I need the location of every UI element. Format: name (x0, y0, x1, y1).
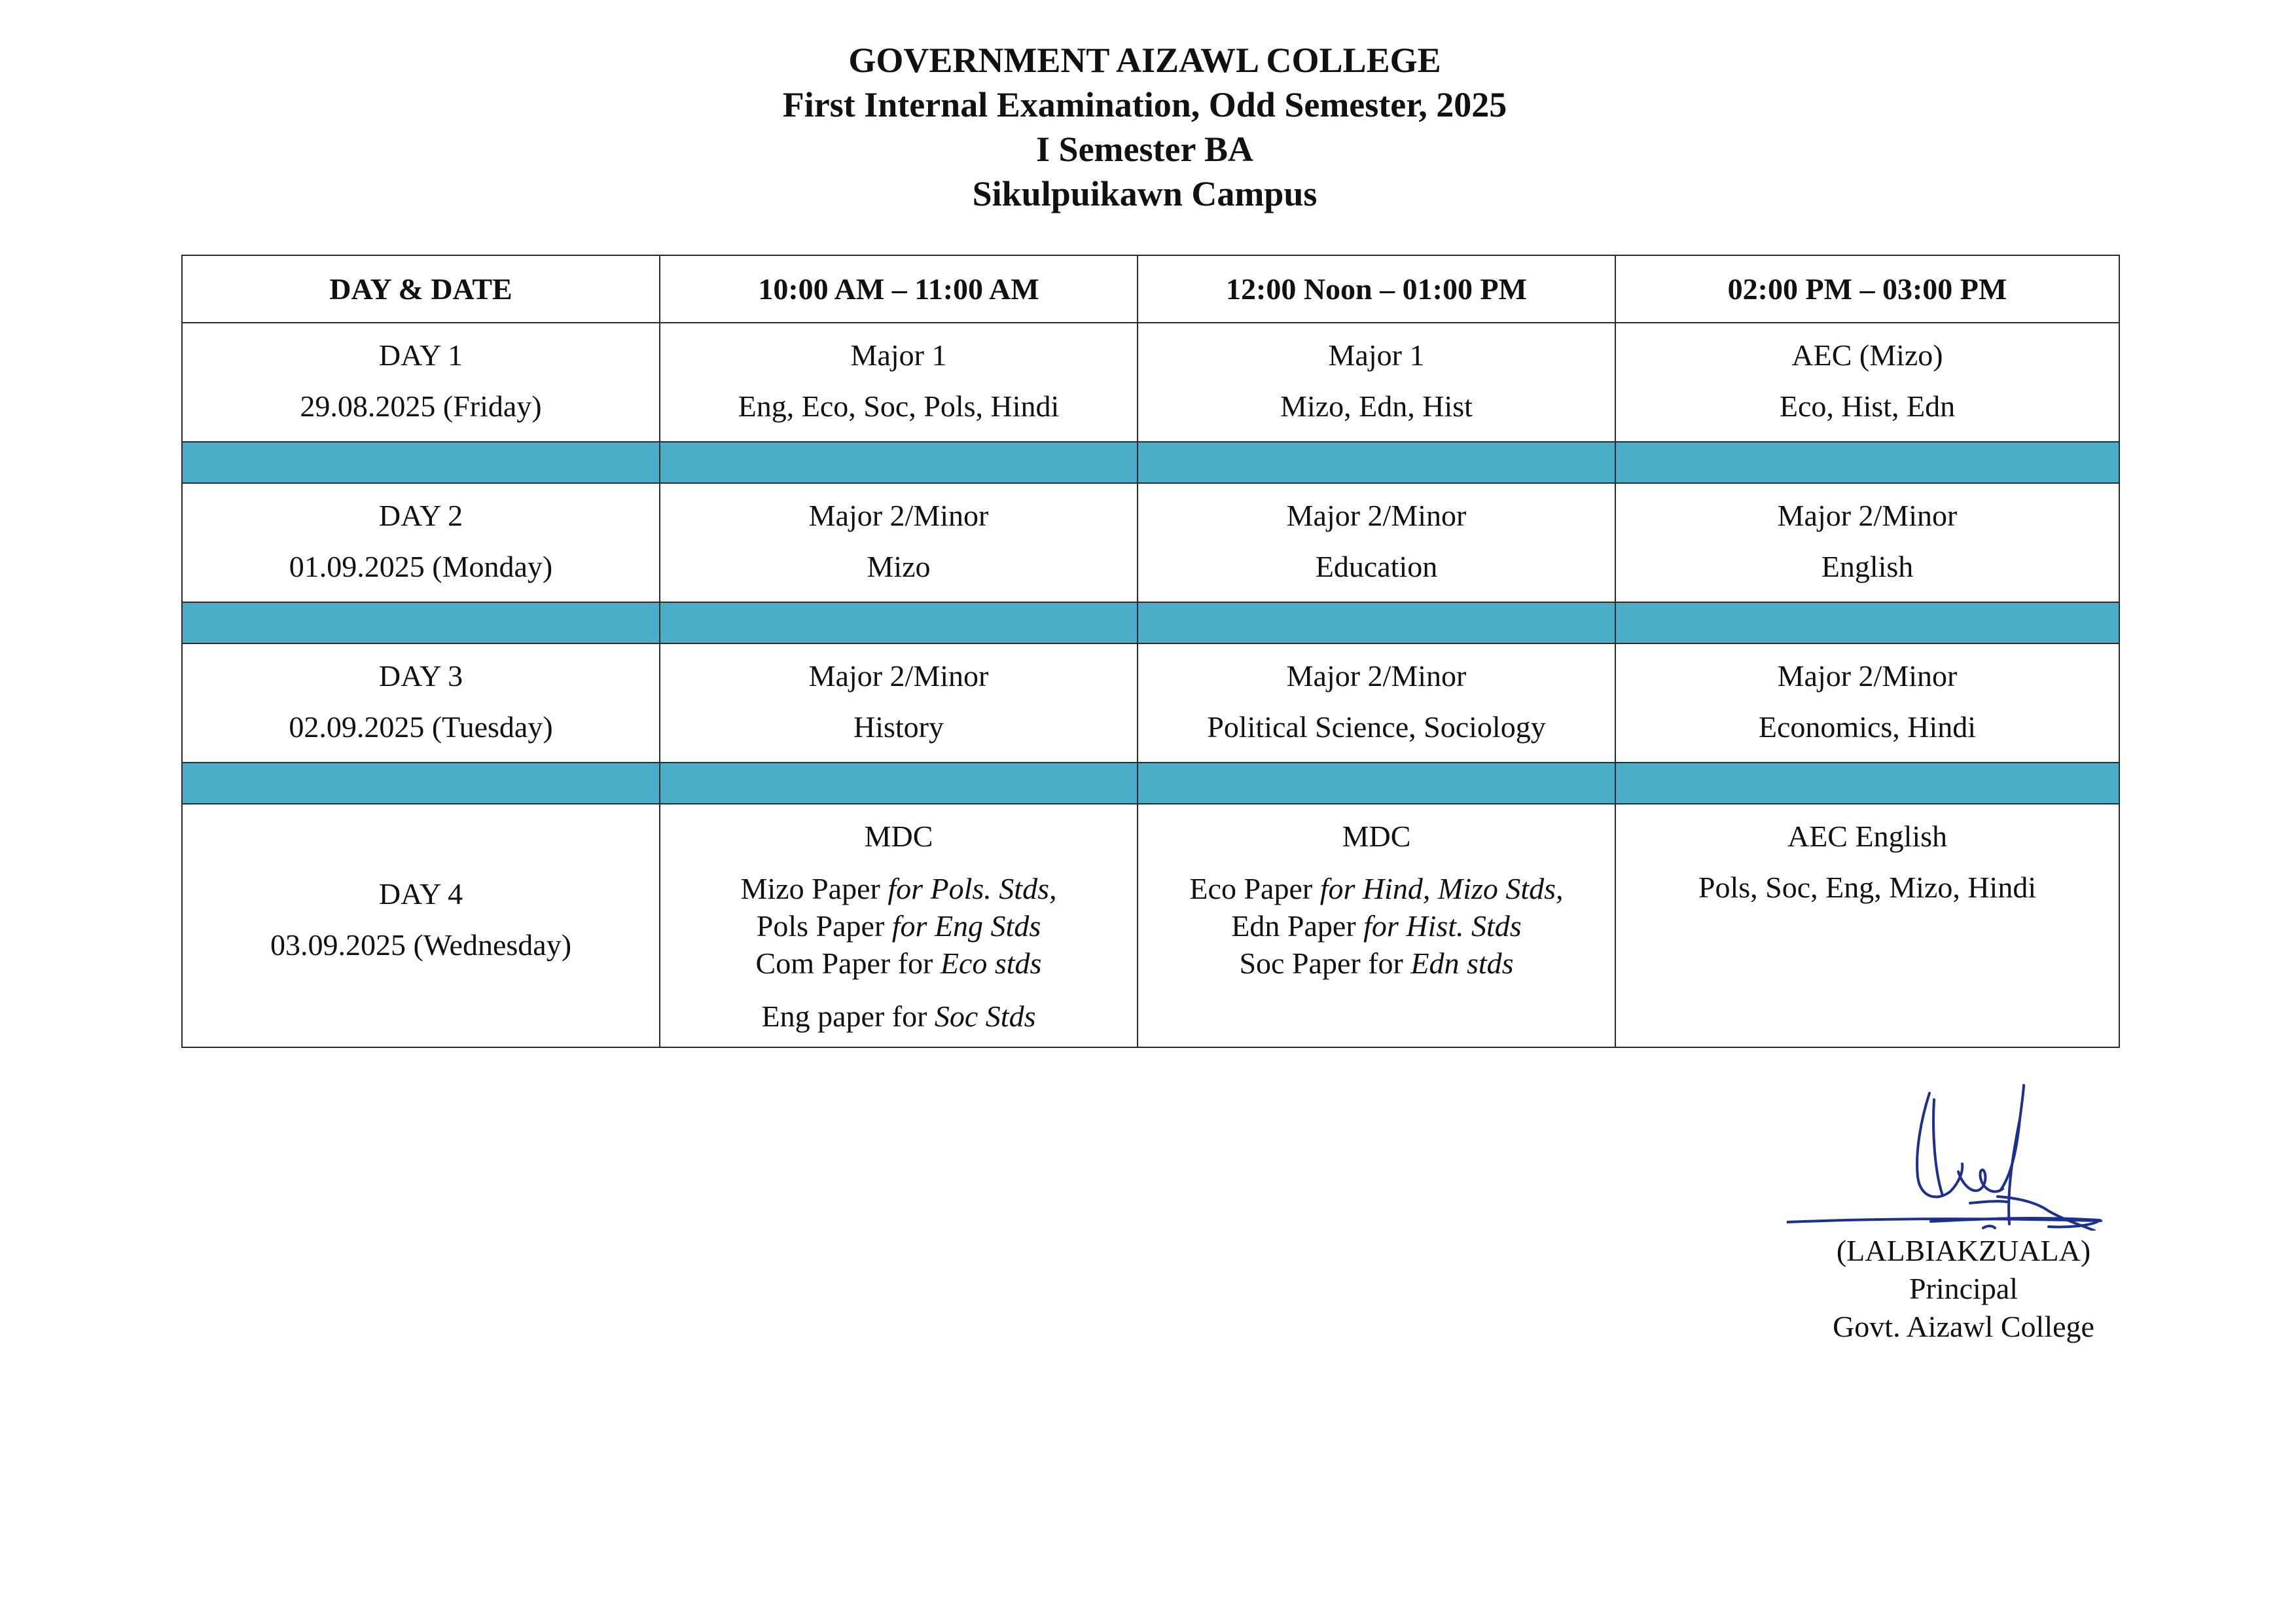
paper-line: Edn Paper for Hist. Stds (1231, 909, 1522, 943)
day-label: DAY 3 (378, 659, 463, 693)
exam-title: First Internal Examination, Odd Semester, 2025 (782, 85, 1507, 124)
separator-row (182, 763, 2119, 804)
table-row-day-1 (182, 323, 2119, 442)
day-date-cell (182, 323, 660, 442)
table-row-day-3 (182, 643, 2119, 763)
paper-subjects: Political Science, Sociology (1207, 710, 1546, 744)
col-header-slot-2: 12:00 Noon – 01:00 PM (1138, 255, 1615, 323)
paper-title: MDC (864, 820, 933, 853)
paper-line: Soc Paper for Edn stds (1239, 947, 1514, 980)
paper-subjects: Mizo, Edn, Hist (1280, 389, 1473, 423)
slot-2-cell (1138, 323, 1615, 442)
slot-3-cell (1615, 483, 2119, 602)
paper-subjects: Education (1315, 550, 1438, 583)
table-header-row (182, 255, 2119, 323)
date-label: 03.09.2025 (Wednesday) (270, 928, 572, 962)
paper-line: Pols Paper for Eng Stds (756, 909, 1041, 943)
paper-title: AEC English (1787, 820, 1948, 853)
paper-title: Major 1 (1328, 338, 1425, 372)
paper-subjects: Economics, Hindi (1758, 710, 1977, 744)
slot-3-cell (1615, 643, 2119, 763)
slot-1-cell (660, 483, 1138, 602)
slot-3-cell (1615, 804, 2119, 1047)
signatory-designation: Principal (1909, 1272, 2018, 1305)
paper-line: Com Paper for Eco stds (755, 947, 1042, 980)
college-name: GOVERNMENT AIZAWL COLLEGE (848, 41, 1441, 80)
signature-icon (1787, 1074, 2127, 1231)
paper-subjects: Eco, Hist, Edn (1779, 389, 1956, 423)
date-label: 29.08.2025 (Friday) (300, 389, 542, 423)
day-label: DAY 4 (378, 877, 463, 911)
signatory-block (1767, 1232, 2121, 1346)
paper-subjects: Mizo (867, 550, 931, 583)
day-date-cell (182, 643, 660, 763)
campus-label: Sikulpuikawn Campus (972, 174, 1318, 213)
signatory-institution: Govt. Aizawl College (1833, 1310, 2094, 1343)
col-header-slot-1: 10:00 AM – 11:00 AM (660, 255, 1138, 323)
day-date-cell (182, 483, 660, 602)
separator-row (182, 442, 2119, 483)
paper-title: MDC (1342, 820, 1411, 853)
paper-title: Major 1 (850, 338, 947, 372)
paper-title: Major 2/Minor (808, 499, 989, 532)
col-header-slot-3: 02:00 PM – 03:00 PM (1615, 255, 2119, 323)
document-header (0, 38, 2296, 216)
slot-1-cell (660, 804, 1138, 1047)
date-label: 02.09.2025 (Tuesday) (289, 710, 553, 744)
col-header-day-date: DAY & DATE (182, 255, 660, 323)
paper-title: Major 2/Minor (1777, 499, 1958, 532)
paper-subjects: English (1821, 550, 1914, 583)
slot-1-cell (660, 643, 1138, 763)
day-label: DAY 2 (378, 499, 463, 532)
slot-3-cell (1615, 323, 2119, 442)
paper-title: Major 2/Minor (808, 659, 989, 693)
paper-line: Mizo Paper for Pols. Stds, (740, 872, 1057, 905)
day-date-cell (182, 804, 660, 1047)
paper-subjects: Pols, Soc, Eng, Mizo, Hindi (1698, 871, 2037, 904)
semester-label: I Semester BA (1036, 130, 1253, 169)
exam-schedule-table (181, 255, 2120, 1048)
day-label: DAY 1 (378, 338, 463, 372)
slot-2-cell (1138, 643, 1615, 763)
paper-subjects: Eng, Eco, Soc, Pols, Hindi (738, 389, 1060, 423)
paper-title: Major 2/Minor (1777, 659, 1958, 693)
paper-title: AEC (Mizo) (1791, 338, 1943, 372)
paper-title: Major 2/Minor (1286, 659, 1467, 693)
slot-2-cell (1138, 804, 1615, 1047)
date-label: 01.09.2025 (Monday) (289, 550, 553, 583)
signature-image (1787, 1074, 2127, 1231)
signatory-name: (LALBIAKZUALA) (1836, 1234, 2091, 1267)
paper-title: Major 2/Minor (1286, 499, 1467, 532)
paper-line: Eng paper for Soc Stds (761, 1000, 1036, 1033)
slot-1-cell (660, 323, 1138, 442)
table-row-day-4 (182, 804, 2119, 1047)
paper-line: Eco Paper for Hind, Mizo Stds, (1189, 872, 1564, 905)
paper-subjects: History (853, 710, 944, 744)
table-row-day-2 (182, 483, 2119, 602)
separator-row (182, 602, 2119, 643)
slot-2-cell (1138, 483, 1615, 602)
